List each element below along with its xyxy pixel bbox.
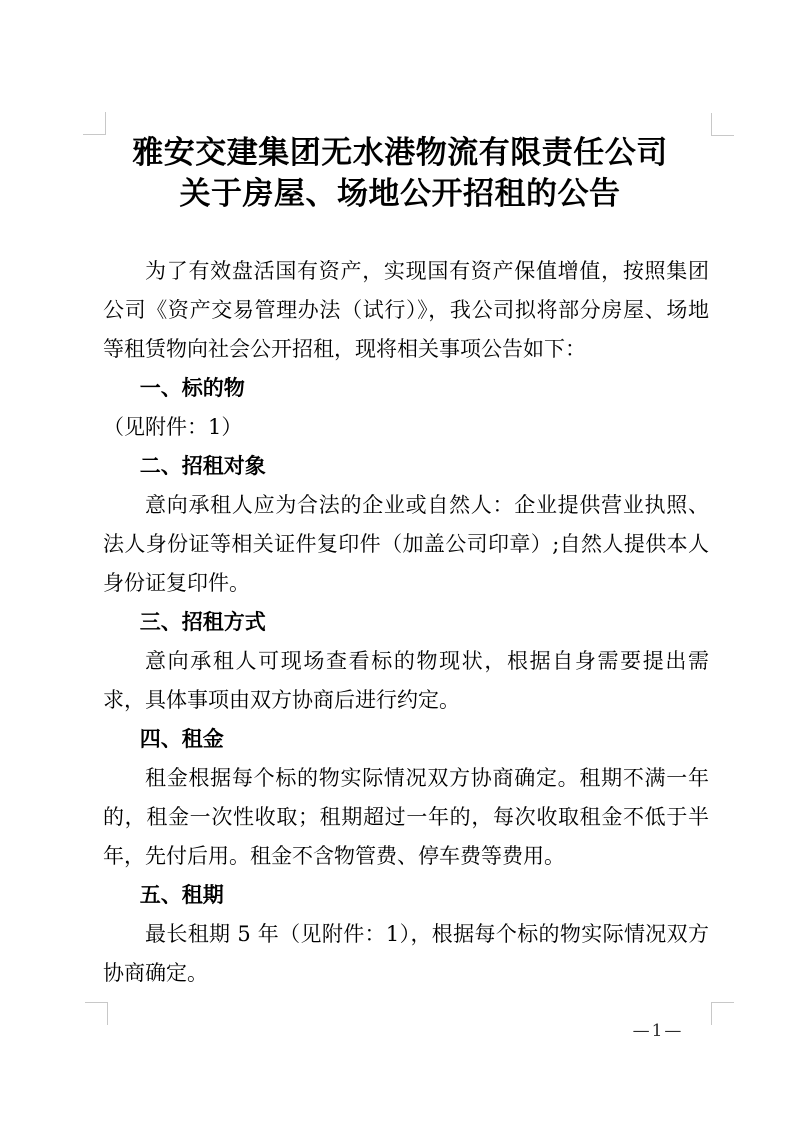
- section-heading-term: 五、租期: [139, 883, 224, 907]
- paragraph-rent: 租金根据每个标的物实际情况双方协商确定。租期不满一年的，租金一次性收取；租期超过一年的，每次收取租金不低于半年，先付后用。租金不含物管费、停车费等费用。: [103, 766, 709, 868]
- page-number: —1—: [632, 1021, 684, 1041]
- document-title-line-1: 雅安交建集团无水港物流有限责任公司: [132, 135, 668, 171]
- paragraph-method: 意向承租人可现场查看标的物现状，根据自身需要提出需求，具体事项由双方协商后进行约定。: [103, 649, 709, 712]
- section-heading-tenants: 二、招租对象: [139, 454, 266, 478]
- section-heading-rent: 四、租金: [139, 727, 224, 751]
- crop-mark-bottom-left-icon: [85, 1002, 108, 1025]
- document-title: [0, 133, 800, 215]
- paragraph-tenants: 意向承租人应为合法的企业或自然人：企业提供营业执照、法人身份证等相关证件复印件（加盖公司印章）;自然人提供本人身份证复印件。: [103, 493, 709, 595]
- attachment-note: （见附件：1）: [103, 415, 243, 439]
- paragraph-intro: 为了有效盘活国有资产，实现国有资产保值增值，按照集团公司《资产交易管理办法（试行）》，我公司拟将部分房屋、场地等租赁物向社会公开招租，现将相关事项公告如下：: [103, 259, 709, 361]
- document-title-line-2: 关于房屋、场地公开招租的公告: [179, 176, 621, 212]
- section-heading-subject: 一、标的物: [139, 376, 245, 400]
- crop-mark-top-left-icon: [83, 112, 106, 135]
- paragraph-term: 最长租期 5 年（见附件：1），根据每个标的物实际情况双方协商确定。: [103, 922, 709, 985]
- crop-mark-bottom-right-icon: [711, 1002, 734, 1025]
- section-heading-method: 三、招租方式: [139, 610, 266, 634]
- document-body: [103, 252, 709, 993]
